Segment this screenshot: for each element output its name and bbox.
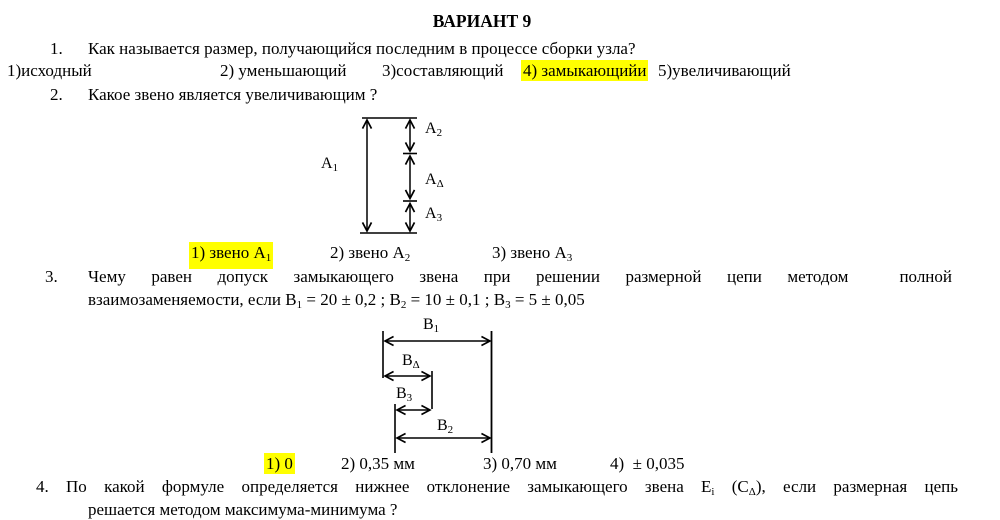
label-a2: A2 [425,120,443,139]
q3-answer-4[interactable]: 4) ± 0,035 [610,454,685,473]
label-b-delta: BΔ [402,352,420,371]
q1-answer-4-highlighted[interactable]: 4) замыкающийи [523,61,647,80]
question-3-text-line2: взаимозаменяемости, если B1 = 20 ± 0,2 ; B2 = 10 ± 0,1 ; B3 = 5 ± 0,05 [88,290,585,311]
q1-answer-2[interactable]: 2) уменьшающий [220,61,347,80]
label-b3: B3 [396,385,413,404]
q3-answer-2[interactable]: 2) 0,35 мм [341,454,415,473]
label-a1: A1 [321,155,339,174]
label-a-delta: AΔ [425,171,444,190]
question-3-text-line1: Чему равен допуск замыкающего звена при решении размерной цепи методом полной [88,267,952,286]
page-title: ВАРИАНТ 9 [432,11,532,31]
question-1 [50,38,636,59]
q2-answer-1-highlighted[interactable]: 1) звено A1 [189,242,273,269]
q3-answer-1-highlighted[interactable]: 1) 0 [266,454,293,473]
q2-answer-2[interactable]: 2) звено A2 [330,243,411,264]
q2-answer-3[interactable]: 3) звено A3 [492,243,573,264]
label-b1: B1 [423,316,440,335]
question-3-number: 3. [45,267,58,286]
question-1-text: Как называется размер, получающийся последним в процессе сборки узла? [88,39,636,58]
question-4-text-line1: 4. По какой формуле определяется нижнее отклонение замыкающего звена Ei (CΔ), если размерная цепь [36,477,958,498]
label-a3: A3 [425,205,443,224]
question-2-text: Какое звено является увеличивающим ? [88,85,378,104]
q1-answer-3[interactable]: 3)составляющий [382,61,504,80]
question-2-number: 2. [50,85,63,104]
question-1-number: 1. [50,39,63,58]
question-4-text-line2-clipped: решается методом максимума-минимума ? [88,500,398,519]
q1-answer-1[interactable]: 1)исходный [7,61,92,80]
q1-answer-5[interactable]: 5)увеличивающий [658,61,791,80]
label-b2: B2 [437,417,454,436]
question-2 [50,84,377,105]
q3-answer-3[interactable]: 3) 0,70 мм [483,454,557,473]
